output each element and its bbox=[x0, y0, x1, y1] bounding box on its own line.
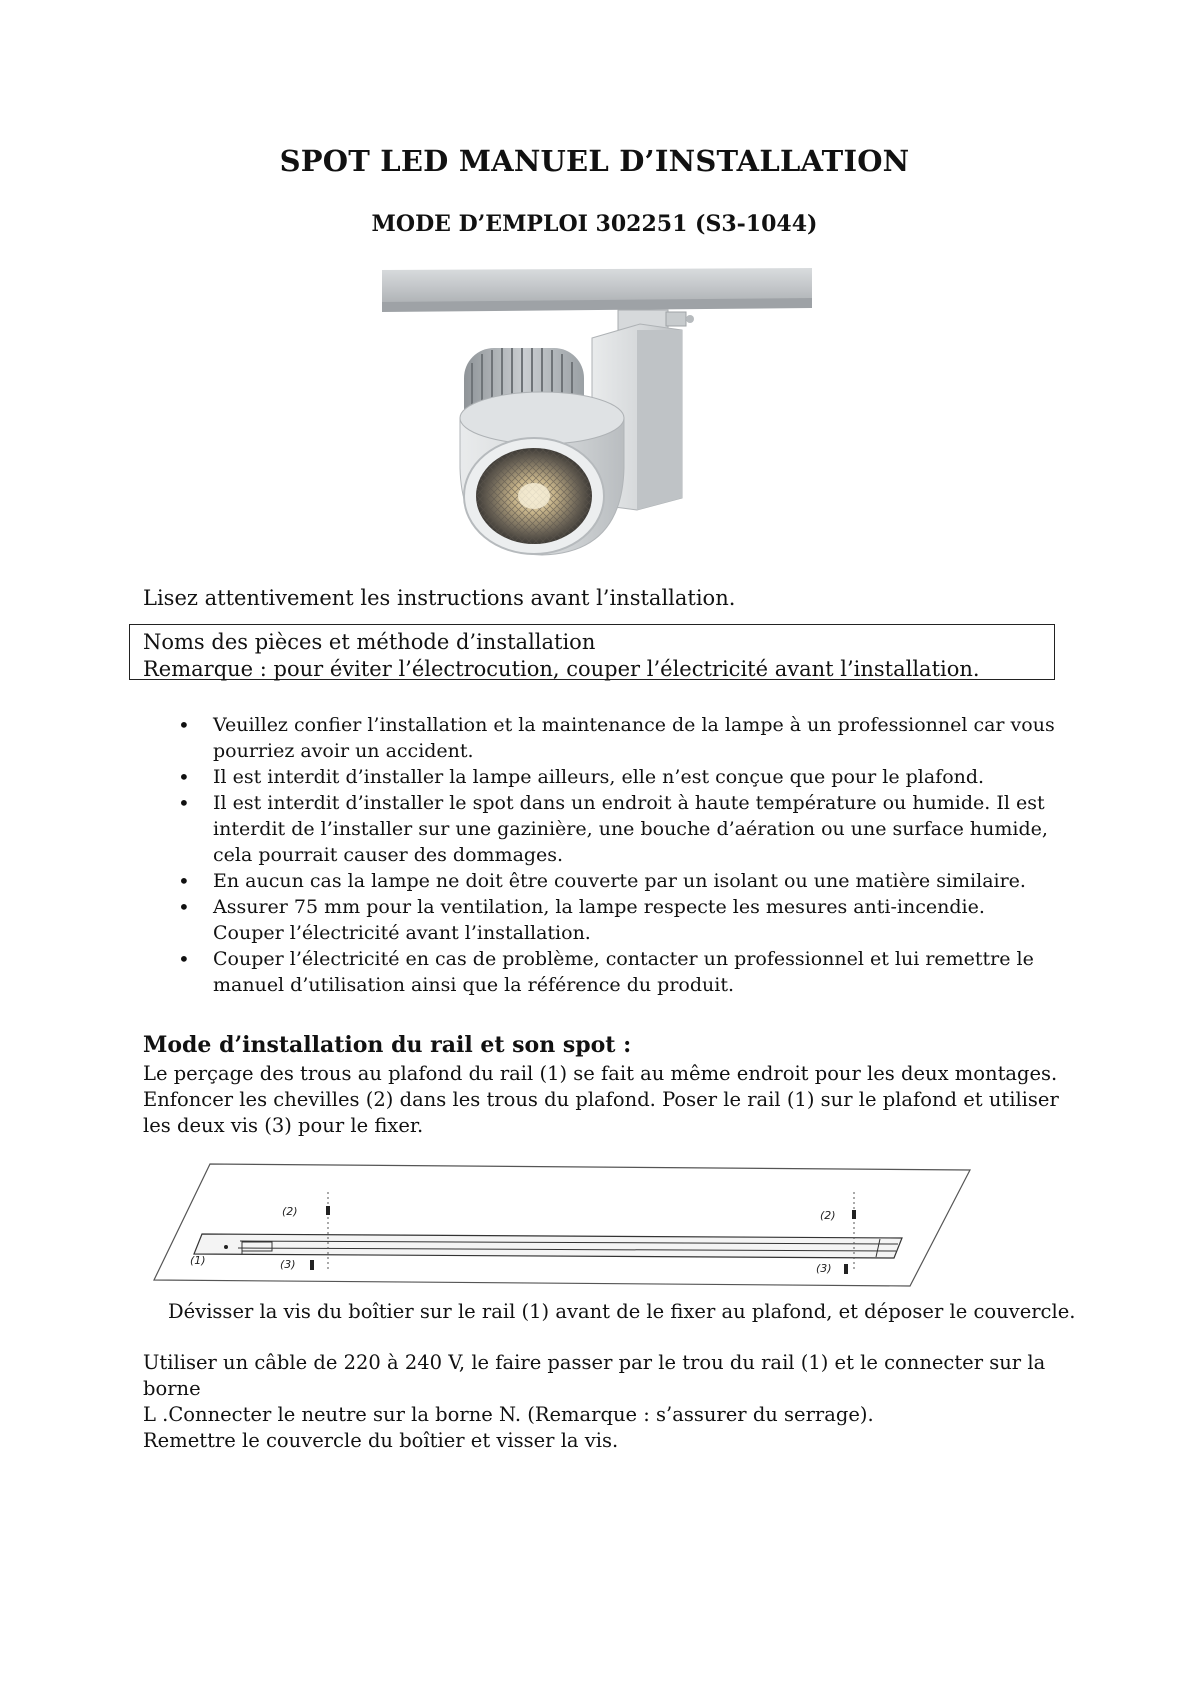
list-item: • Assurer 75 mm pour la ventilation, la lampe respecte les mesures anti-incendie. Couper l’électricité avant l’installation. bbox=[176, 894, 1056, 946]
list-item: • Il est interdit d’installer le spot dans un endroit à haute température ou humide. Il est interdit de l’installer sur une gazinière, une bouche d’aération ou une surface humide, cela pourrait causer des dommages. bbox=[176, 790, 1056, 868]
list-item: • En aucun cas la lampe ne doit être couverte par un isolant ou une matière similaire. bbox=[176, 868, 1056, 894]
label-screw-left: (3) bbox=[280, 1258, 296, 1271]
notice-line-parts: Noms des pièces et méthode d’installation bbox=[143, 630, 596, 654]
wiring-line-2: L .Connecter le neutre sur la borne N. (Remarque : s’assurer du serrage). bbox=[143, 1403, 874, 1426]
list-item: • Veuillez confier l’installation et la maintenance de la lampe à un professionnel car vous pourriez avoir un accident. bbox=[176, 712, 1056, 764]
safety-list bbox=[176, 712, 1056, 998]
list-item: • Couper l’électricité en cas de problème, contacter un professionnel et lui remettre le manuel d’utilisation ainsi que la référence du produit. bbox=[176, 946, 1056, 998]
list-item: • Il est interdit d’installer la lampe ailleurs, elle n’est conçue que pour le plafond. bbox=[176, 764, 1056, 790]
notice-box bbox=[129, 624, 1055, 680]
diagram-caption: Dévisser la vis du boîtier sur le rail (1) avant de le fixer au plafond, et déposer le couvercle. bbox=[168, 1300, 1076, 1323]
wiring-paragraph bbox=[143, 1350, 1073, 1454]
page-title: SPOT LED MANUEL D’INSTALLATION bbox=[279, 144, 910, 178]
intro-text: Lisez attentivement les instructions avant l’installation. bbox=[143, 586, 736, 610]
label-anchor-left: (2) bbox=[282, 1205, 298, 1218]
section-heading: Mode d’installation du rail et son spot : bbox=[143, 1032, 632, 1058]
spotlight-product-image bbox=[382, 268, 812, 558]
label-anchor-right: (2) bbox=[820, 1209, 836, 1222]
installation-paragraph: Le perçage des trous au plafond du rail (1) se fait au même endroit pour les deux montages. Enfoncer les chevilles (2) dans les trous du plafond. Poser le rail (1) sur le plafond et utiliser les deux vis (3) pour le fixer. bbox=[143, 1062, 1059, 1137]
page-subtitle: MODE D’EMPLOI 302251 (S3-1044) bbox=[371, 211, 818, 237]
label-rail: (1) bbox=[190, 1254, 206, 1267]
notice-line-warning: Remarque : pour éviter l’électrocution, couper l’électricité avant l’installation. bbox=[143, 657, 980, 681]
wiring-line-3: Remettre le couvercle du boîtier et visser la vis. bbox=[143, 1429, 619, 1452]
label-screw-right: (3) bbox=[816, 1262, 832, 1275]
wiring-line-1: Utiliser un câble de 220 à 240 V, le faire passer par le trou du rail (1) et le connecter sur la borne bbox=[143, 1351, 1046, 1400]
rail-installation-diagram bbox=[150, 1162, 980, 1292]
